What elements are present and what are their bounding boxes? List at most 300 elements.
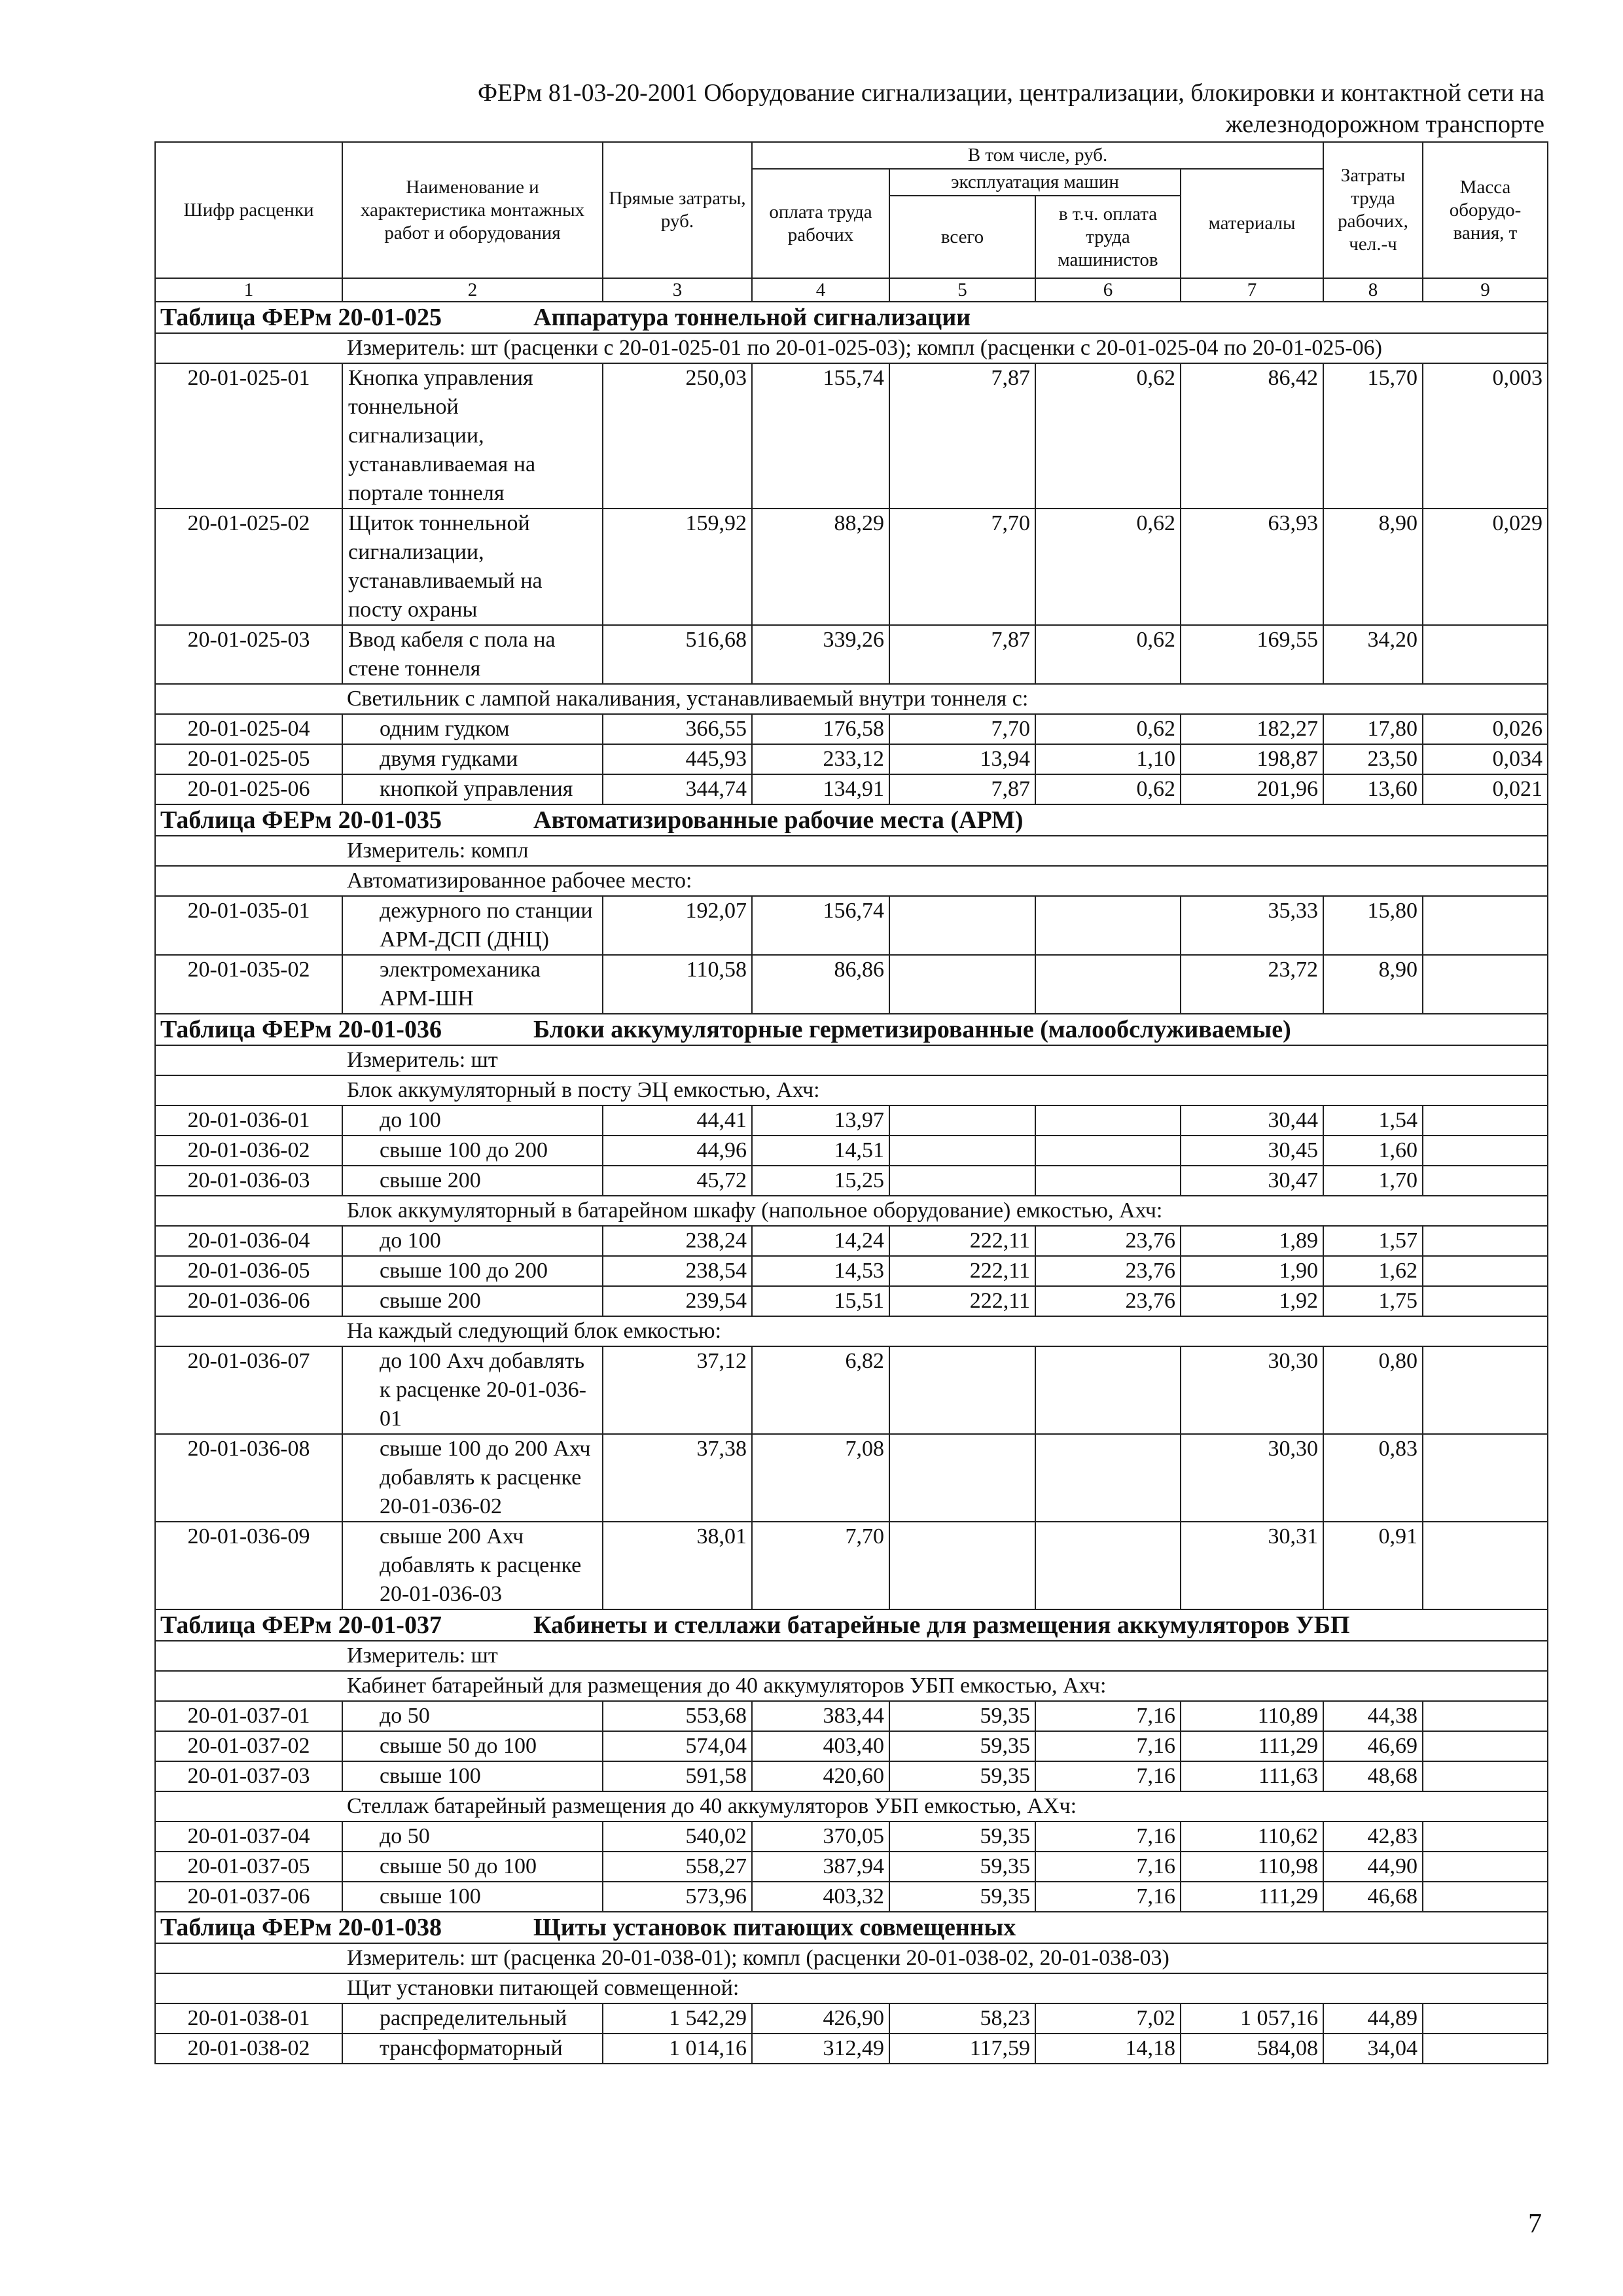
cell-wage: 403,32 bbox=[752, 1882, 889, 1912]
cell-mach-wage: 0,62 bbox=[1035, 625, 1181, 684]
group-caption-text: Светильник с лампой накаливания, устанавливаемый внутри тоннеля с: bbox=[155, 684, 1548, 714]
cell-wage: 134,91 bbox=[752, 774, 889, 804]
cell-wage: 426,90 bbox=[752, 2003, 889, 2034]
cell-mat: 111,63 bbox=[1181, 1761, 1323, 1791]
cell-labor: 15,80 bbox=[1323, 896, 1423, 955]
cell-mach bbox=[889, 1346, 1035, 1434]
work-name: до 100 bbox=[342, 1105, 603, 1136]
cell-mat: 30,44 bbox=[1181, 1105, 1323, 1136]
cell-labor: 0,91 bbox=[1323, 1522, 1423, 1609]
cell-mach-wage bbox=[1035, 1166, 1181, 1196]
table-section-header bbox=[155, 1014, 1548, 1045]
cell-mat: 1,92 bbox=[1181, 1286, 1323, 1316]
rate-code: 20-01-038-01 bbox=[155, 2003, 342, 2034]
cell-mat: 86,42 bbox=[1181, 363, 1323, 509]
cell-mass bbox=[1423, 955, 1548, 1014]
cell-mach-wage bbox=[1035, 1346, 1181, 1434]
page-number: 7 bbox=[1528, 2209, 1542, 2239]
cell-mach-wage bbox=[1035, 1105, 1181, 1136]
work-name: до 100 bbox=[342, 1226, 603, 1256]
cell-mat: 35,33 bbox=[1181, 896, 1323, 955]
cell-wage: 15,25 bbox=[752, 1166, 889, 1196]
cell-mach bbox=[889, 896, 1035, 955]
rate-code: 20-01-036-07 bbox=[155, 1346, 342, 1434]
cell-wage: 86,86 bbox=[752, 955, 889, 1014]
work-name: свыше 50 до 100 bbox=[342, 1731, 603, 1761]
cell-mass bbox=[1423, 1852, 1548, 1882]
cell-wage: 15,51 bbox=[752, 1286, 889, 1316]
cell-mach-wage: 0,62 bbox=[1035, 774, 1181, 804]
cell-labor: 13,60 bbox=[1323, 774, 1423, 804]
cell-mach-wage: 14,18 bbox=[1035, 2034, 1181, 2064]
cell-wage: 387,94 bbox=[752, 1852, 889, 1882]
cell-direct: 540,02 bbox=[603, 1821, 752, 1852]
work-name: до 50 bbox=[342, 1701, 603, 1731]
cell-direct: 250,03 bbox=[603, 363, 752, 509]
measure-unit-text: Измеритель: шт bbox=[155, 1045, 1548, 1075]
cell-mat: 169,55 bbox=[1181, 625, 1323, 684]
cell-mach-wage: 7,16 bbox=[1035, 1852, 1181, 1882]
column-number: 2 bbox=[342, 278, 603, 302]
cell-mass: 0,034 bbox=[1423, 744, 1548, 774]
work-name: свыше 100 до 200 bbox=[342, 1256, 603, 1286]
cell-labor: 0,83 bbox=[1323, 1434, 1423, 1522]
cell-mass bbox=[1423, 1821, 1548, 1852]
col-header-materials: материалы bbox=[1181, 169, 1323, 278]
cell-direct: 110,58 bbox=[603, 955, 752, 1014]
column-number-row bbox=[155, 278, 1548, 302]
cell-mat: 201,96 bbox=[1181, 774, 1323, 804]
cell-mass: 0,021 bbox=[1423, 774, 1548, 804]
table-row bbox=[155, 1256, 1548, 1286]
cell-mass bbox=[1423, 625, 1548, 684]
cell-mach bbox=[889, 1166, 1035, 1196]
rate-code: 20-01-025-05 bbox=[155, 744, 342, 774]
work-name: трансформаторный bbox=[342, 2034, 603, 2064]
cell-direct: 1 542,29 bbox=[603, 2003, 752, 2034]
rate-code: 20-01-037-02 bbox=[155, 1731, 342, 1761]
cell-wage: 233,12 bbox=[752, 744, 889, 774]
cell-mach: 222,11 bbox=[889, 1226, 1035, 1256]
cell-mach-wage: 23,76 bbox=[1035, 1256, 1181, 1286]
table-row bbox=[155, 1434, 1548, 1522]
table-row bbox=[155, 774, 1548, 804]
cell-wage: 155,74 bbox=[752, 363, 889, 509]
cell-mass bbox=[1423, 1701, 1548, 1731]
cell-mass bbox=[1423, 1346, 1548, 1434]
cell-labor: 0,80 bbox=[1323, 1346, 1423, 1434]
cell-wage: 339,26 bbox=[752, 625, 889, 684]
cell-wage: 14,51 bbox=[752, 1136, 889, 1166]
table-section-header bbox=[155, 804, 1548, 836]
cell-direct: 37,38 bbox=[603, 1434, 752, 1522]
cell-mat: 198,87 bbox=[1181, 744, 1323, 774]
column-number: 6 bbox=[1035, 278, 1181, 302]
cell-mat: 30,30 bbox=[1181, 1434, 1323, 1522]
table-section-header bbox=[155, 1609, 1548, 1641]
measure-unit-row bbox=[155, 836, 1548, 866]
cell-mat: 30,47 bbox=[1181, 1166, 1323, 1196]
table-row bbox=[155, 1136, 1548, 1166]
work-name: свыше 100 до 200 Ахч добавлять к расценке 20-01-036-02 bbox=[342, 1434, 603, 1522]
cell-mach-wage bbox=[1035, 955, 1181, 1014]
cell-mach-wage: 0,62 bbox=[1035, 363, 1181, 509]
cell-mach-wage: 1,10 bbox=[1035, 744, 1181, 774]
group-caption-row bbox=[155, 1075, 1548, 1105]
col-header-machines-wage: в т.ч. оплата труда машинистов bbox=[1035, 196, 1181, 278]
table-row bbox=[155, 509, 1548, 625]
cell-direct: 445,93 bbox=[603, 744, 752, 774]
cell-mach-wage: 7,16 bbox=[1035, 1701, 1181, 1731]
cell-mass bbox=[1423, 1434, 1548, 1522]
cell-mass bbox=[1423, 1256, 1548, 1286]
group-caption-text: Стеллаж батарейный размещения до 40 аккумуляторов УБП емкостью, АХч: bbox=[155, 1791, 1548, 1821]
rate-code: 20-01-025-03 bbox=[155, 625, 342, 684]
cell-mass: 0,029 bbox=[1423, 509, 1548, 625]
rate-code: 20-01-025-04 bbox=[155, 714, 342, 744]
cell-labor: 48,68 bbox=[1323, 1761, 1423, 1791]
measure-unit-text: Измеритель: шт (расценка 20-01-038-01); компл (расценки 20-01-038-02, 20-01-038-03) bbox=[155, 1943, 1548, 1973]
rate-code: 20-01-036-08 bbox=[155, 1434, 342, 1522]
cell-labor: 1,75 bbox=[1323, 1286, 1423, 1316]
cell-direct: 516,68 bbox=[603, 625, 752, 684]
col-header-machines-total: всего bbox=[889, 196, 1035, 278]
cell-mat: 63,93 bbox=[1181, 509, 1323, 625]
cell-wage: 403,40 bbox=[752, 1731, 889, 1761]
col-header-labor: Затраты труда рабочих, чел.-ч bbox=[1323, 142, 1423, 278]
table-row bbox=[155, 1105, 1548, 1136]
cell-mach: 13,94 bbox=[889, 744, 1035, 774]
cell-mat: 30,31 bbox=[1181, 1522, 1323, 1609]
cell-mach: 7,70 bbox=[889, 509, 1035, 625]
column-number: 8 bbox=[1323, 278, 1423, 302]
cell-direct: 239,54 bbox=[603, 1286, 752, 1316]
table-title: Автоматизированные рабочие места (АРМ) bbox=[533, 806, 1024, 834]
table-title: Аппаратура тоннельной сигнализации bbox=[533, 304, 971, 331]
table-row bbox=[155, 1226, 1548, 1256]
cell-labor: 8,90 bbox=[1323, 509, 1423, 625]
rate-code: 20-01-036-06 bbox=[155, 1286, 342, 1316]
work-name: одним гудком bbox=[342, 714, 603, 744]
table-row bbox=[155, 1761, 1548, 1791]
cell-labor: 8,90 bbox=[1323, 955, 1423, 1014]
cell-mat: 110,62 bbox=[1181, 1821, 1323, 1852]
table-row bbox=[155, 714, 1548, 744]
work-name: Щиток тоннельной сигнализации, устанавливаемый на посту охраны bbox=[342, 509, 603, 625]
cell-wage: 370,05 bbox=[752, 1821, 889, 1852]
work-name: Кнопка управления тоннельной сигнализации, устанавливаемая на портале тоннеля bbox=[342, 363, 603, 509]
cell-mach bbox=[889, 955, 1035, 1014]
table-body bbox=[155, 302, 1548, 2064]
table-row bbox=[155, 744, 1548, 774]
rate-code: 20-01-025-06 bbox=[155, 774, 342, 804]
cell-direct: 1 014,16 bbox=[603, 2034, 752, 2064]
rate-code: 20-01-037-04 bbox=[155, 1821, 342, 1852]
cell-mach bbox=[889, 1522, 1035, 1609]
table-code: Таблица ФЕРм 20-01-038 bbox=[160, 1914, 442, 1941]
cell-labor: 15,70 bbox=[1323, 363, 1423, 509]
table-row bbox=[155, 363, 1548, 509]
cell-mat: 30,45 bbox=[1181, 1136, 1323, 1166]
header-line-1: ФЕРм 81-03-20-2001 Оборудование сигнализации, централизации, блокировки и контактной сети на bbox=[477, 79, 1544, 107]
cell-wage: 420,60 bbox=[752, 1761, 889, 1791]
work-name: свыше 100 до 200 bbox=[342, 1136, 603, 1166]
group-caption-text: Щит установки питающей совмещенной: bbox=[155, 1973, 1548, 2003]
rate-code: 20-01-037-01 bbox=[155, 1701, 342, 1731]
work-name: Ввод кабеля с пола на стене тоннеля bbox=[342, 625, 603, 684]
cell-mach-wage: 23,76 bbox=[1035, 1226, 1181, 1256]
cell-mach: 59,35 bbox=[889, 1701, 1035, 1731]
cell-mass bbox=[1423, 1136, 1548, 1166]
cell-mach-wage bbox=[1035, 896, 1181, 955]
group-caption-row bbox=[155, 1791, 1548, 1821]
column-number: 9 bbox=[1423, 278, 1548, 302]
work-name: свыше 50 до 100 bbox=[342, 1852, 603, 1882]
table-code: Таблица ФЕРм 20-01-035 bbox=[160, 806, 442, 834]
cell-wage: 383,44 bbox=[752, 1701, 889, 1731]
cell-mat: 1 057,16 bbox=[1181, 2003, 1323, 2034]
cell-mach: 222,11 bbox=[889, 1256, 1035, 1286]
rate-code: 20-01-036-09 bbox=[155, 1522, 342, 1609]
cell-mass bbox=[1423, 1286, 1548, 1316]
measure-unit-row bbox=[155, 1943, 1548, 1973]
table-row bbox=[155, 1852, 1548, 1882]
cell-direct: 553,68 bbox=[603, 1701, 752, 1731]
cell-labor: 1,62 bbox=[1323, 1256, 1423, 1286]
col-header-mass: Масса оборудо-вания, т bbox=[1423, 142, 1548, 278]
cell-labor: 44,38 bbox=[1323, 1701, 1423, 1731]
cell-mass bbox=[1423, 1105, 1548, 1136]
work-name: распределительный bbox=[342, 2003, 603, 2034]
table-row bbox=[155, 1522, 1548, 1609]
price-table bbox=[154, 141, 1548, 2064]
measure-unit-row bbox=[155, 333, 1548, 363]
rate-code: 20-01-036-02 bbox=[155, 1136, 342, 1166]
cell-mach-wage: 7,16 bbox=[1035, 1761, 1181, 1791]
cell-labor: 1,57 bbox=[1323, 1226, 1423, 1256]
cell-mach bbox=[889, 1105, 1035, 1136]
cell-mass bbox=[1423, 1166, 1548, 1196]
table-row bbox=[155, 1286, 1548, 1316]
cell-wage: 13,97 bbox=[752, 1105, 889, 1136]
column-number: 5 bbox=[889, 278, 1035, 302]
cell-direct: 238,24 bbox=[603, 1226, 752, 1256]
cell-mach bbox=[889, 1434, 1035, 1522]
cell-mach-wage bbox=[1035, 1522, 1181, 1609]
cell-labor: 34,04 bbox=[1323, 2034, 1423, 2064]
work-name: свыше 100 bbox=[342, 1882, 603, 1912]
cell-mass bbox=[1423, 2034, 1548, 2064]
cell-wage: 88,29 bbox=[752, 509, 889, 625]
cell-direct: 344,74 bbox=[603, 774, 752, 804]
rate-code: 20-01-035-02 bbox=[155, 955, 342, 1014]
cell-mat: 23,72 bbox=[1181, 955, 1323, 1014]
cell-mach-wage: 23,76 bbox=[1035, 1286, 1181, 1316]
cell-mat: 1,89 bbox=[1181, 1226, 1323, 1256]
cell-mass: 0,026 bbox=[1423, 714, 1548, 744]
group-caption-text: Блок аккумуляторный в посту ЭЦ емкостью, Ахч: bbox=[155, 1075, 1548, 1105]
cell-labor: 34,20 bbox=[1323, 625, 1423, 684]
work-name: дежурного по станции АРМ-ДСП (ДНЦ) bbox=[342, 896, 603, 955]
cell-mat: 182,27 bbox=[1181, 714, 1323, 744]
cell-wage: 6,82 bbox=[752, 1346, 889, 1434]
cell-mat: 110,98 bbox=[1181, 1852, 1323, 1882]
group-caption-row bbox=[155, 684, 1548, 714]
group-caption-text: Блок аккумуляторный в батарейном шкафу (напольное оборудование) емкостью, Ахч: bbox=[155, 1196, 1548, 1226]
col-header-code: Шифр расценки bbox=[155, 142, 342, 278]
cell-direct: 591,58 bbox=[603, 1761, 752, 1791]
cell-mach: 59,35 bbox=[889, 1761, 1035, 1791]
group-caption-row bbox=[155, 1316, 1548, 1346]
column-number: 7 bbox=[1181, 278, 1323, 302]
rate-code: 20-01-036-04 bbox=[155, 1226, 342, 1256]
cell-labor: 1,54 bbox=[1323, 1105, 1423, 1136]
column-number: 4 bbox=[752, 278, 889, 302]
work-name: кнопкой управления bbox=[342, 774, 603, 804]
cell-direct: 38,01 bbox=[603, 1522, 752, 1609]
table-title: Блоки аккумуляторные герметизированные (малообслуживаемые) bbox=[533, 1016, 1291, 1043]
cell-labor: 17,80 bbox=[1323, 714, 1423, 744]
cell-mach: 222,11 bbox=[889, 1286, 1035, 1316]
work-name: до 50 bbox=[342, 1821, 603, 1852]
rate-code: 20-01-025-02 bbox=[155, 509, 342, 625]
cell-mass bbox=[1423, 1882, 1548, 1912]
cell-mach: 59,35 bbox=[889, 1821, 1035, 1852]
work-name: свыше 200 bbox=[342, 1166, 603, 1196]
cell-direct: 159,92 bbox=[603, 509, 752, 625]
cell-direct: 366,55 bbox=[603, 714, 752, 744]
cell-mass bbox=[1423, 1226, 1548, 1256]
table-code: Таблица ФЕРм 20-01-036 bbox=[160, 1016, 442, 1043]
rate-code: 20-01-037-05 bbox=[155, 1852, 342, 1882]
table-row bbox=[155, 1701, 1548, 1731]
table-row bbox=[155, 1346, 1548, 1434]
cell-mach-wage: 0,62 bbox=[1035, 714, 1181, 744]
cell-mat: 111,29 bbox=[1181, 1731, 1323, 1761]
cell-mass bbox=[1423, 2003, 1548, 2034]
cell-direct: 44,41 bbox=[603, 1105, 752, 1136]
table-row bbox=[155, 1166, 1548, 1196]
cell-labor: 44,90 bbox=[1323, 1852, 1423, 1882]
cell-wage: 312,49 bbox=[752, 2034, 889, 2064]
table-code: Таблица ФЕРм 20-01-037 bbox=[160, 1611, 442, 1639]
cell-mat: 30,30 bbox=[1181, 1346, 1323, 1434]
cell-labor: 1,70 bbox=[1323, 1166, 1423, 1196]
table-code: Таблица ФЕРм 20-01-025 bbox=[160, 304, 442, 331]
cell-mat: 110,89 bbox=[1181, 1701, 1323, 1731]
table-row bbox=[155, 896, 1548, 955]
measure-unit-text: Измеритель: шт bbox=[155, 1641, 1548, 1671]
measure-unit-text: Измеритель: шт (расценки с 20-01-025-01 по 20-01-025-03); компл (расценки с 20-01-025-04 по 20-01-025-06) bbox=[155, 333, 1548, 363]
cell-mach-wage bbox=[1035, 1434, 1181, 1522]
cell-direct: 558,27 bbox=[603, 1852, 752, 1882]
cell-wage: 156,74 bbox=[752, 896, 889, 955]
group-caption-text: Кабинет батарейный для размещения до 40 аккумуляторов УБП емкостью, Ахч: bbox=[155, 1671, 1548, 1701]
table-title: Кабинеты и стеллажи батарейные для размещения аккумуляторов УБП bbox=[533, 1611, 1350, 1639]
cell-mach-wage: 0,62 bbox=[1035, 509, 1181, 625]
table-section-header bbox=[155, 302, 1548, 333]
cell-direct: 192,07 bbox=[603, 896, 752, 955]
rate-code: 20-01-037-06 bbox=[155, 1882, 342, 1912]
group-caption-row bbox=[155, 866, 1548, 896]
rate-code: 20-01-038-02 bbox=[155, 2034, 342, 2064]
work-name: свыше 200 bbox=[342, 1286, 603, 1316]
col-header-direct: Прямые затраты, руб. bbox=[603, 142, 752, 278]
group-caption-row bbox=[155, 1973, 1548, 2003]
rate-code: 20-01-036-05 bbox=[155, 1256, 342, 1286]
measure-unit-text: Измеритель: компл bbox=[155, 836, 1548, 866]
cell-direct: 45,72 bbox=[603, 1166, 752, 1196]
cell-mach: 7,87 bbox=[889, 625, 1035, 684]
cell-direct: 573,96 bbox=[603, 1882, 752, 1912]
rate-code: 20-01-025-01 bbox=[155, 363, 342, 509]
cell-labor: 1,60 bbox=[1323, 1136, 1423, 1166]
table-row bbox=[155, 2003, 1548, 2034]
cell-mach-wage: 7,16 bbox=[1035, 1882, 1181, 1912]
cell-labor: 44,89 bbox=[1323, 2003, 1423, 2034]
cell-mach: 59,35 bbox=[889, 1882, 1035, 1912]
cell-mass: 0,003 bbox=[1423, 363, 1548, 509]
work-name: свыше 100 bbox=[342, 1761, 603, 1791]
table-row bbox=[155, 1821, 1548, 1852]
cell-mach-wage bbox=[1035, 1136, 1181, 1166]
col-header-name: Наименование и характеристика монтажных работ и оборудования bbox=[342, 142, 603, 278]
cell-wage: 14,24 bbox=[752, 1226, 889, 1256]
cell-labor: 46,69 bbox=[1323, 1731, 1423, 1761]
cell-wage: 7,70 bbox=[752, 1522, 889, 1609]
column-number: 3 bbox=[603, 278, 752, 302]
work-name: свыше 200 Ахч добавлять к расценке 20-01-036-03 bbox=[342, 1522, 603, 1609]
cell-mach-wage: 7,16 bbox=[1035, 1731, 1181, 1761]
cell-wage: 176,58 bbox=[752, 714, 889, 744]
cell-mach: 7,87 bbox=[889, 774, 1035, 804]
cell-mach: 7,70 bbox=[889, 714, 1035, 744]
col-header-incl: В том числе, руб. bbox=[752, 142, 1323, 169]
cell-labor: 42,83 bbox=[1323, 1821, 1423, 1852]
cell-mass bbox=[1423, 896, 1548, 955]
group-caption-text: На каждый следующий блок емкостью: bbox=[155, 1316, 1548, 1346]
cell-direct: 44,96 bbox=[603, 1136, 752, 1166]
rate-code: 20-01-035-01 bbox=[155, 896, 342, 955]
table-row bbox=[155, 2034, 1548, 2064]
cell-mach-wage: 7,02 bbox=[1035, 2003, 1181, 2034]
col-header-machines: эксплуатация машин bbox=[889, 169, 1181, 196]
cell-mach: 59,35 bbox=[889, 1852, 1035, 1882]
table-row bbox=[155, 1731, 1548, 1761]
cell-labor: 46,68 bbox=[1323, 1882, 1423, 1912]
cell-mach bbox=[889, 1136, 1035, 1166]
table-row bbox=[155, 955, 1548, 1014]
rate-code: 20-01-036-01 bbox=[155, 1105, 342, 1136]
cell-mach: 58,23 bbox=[889, 2003, 1035, 2034]
work-name: электромеханика АРМ-ШН bbox=[342, 955, 603, 1014]
cell-mat: 111,29 bbox=[1181, 1882, 1323, 1912]
table-section-header bbox=[155, 1912, 1548, 1943]
cell-mat: 1,90 bbox=[1181, 1256, 1323, 1286]
cell-mass bbox=[1423, 1522, 1548, 1609]
group-caption-row bbox=[155, 1671, 1548, 1701]
rate-code: 20-01-037-03 bbox=[155, 1761, 342, 1791]
cell-mach: 7,87 bbox=[889, 363, 1035, 509]
work-name: до 100 Ахч добавлять к расценке 20-01-036-01 bbox=[342, 1346, 603, 1434]
table-title: Щиты установок питающих совмещенных bbox=[533, 1914, 1016, 1941]
cell-direct: 238,54 bbox=[603, 1256, 752, 1286]
table-row bbox=[155, 625, 1548, 684]
column-number: 1 bbox=[155, 278, 342, 302]
cell-mass bbox=[1423, 1761, 1548, 1791]
group-caption-row bbox=[155, 1196, 1548, 1226]
page-header bbox=[151, 77, 1544, 140]
